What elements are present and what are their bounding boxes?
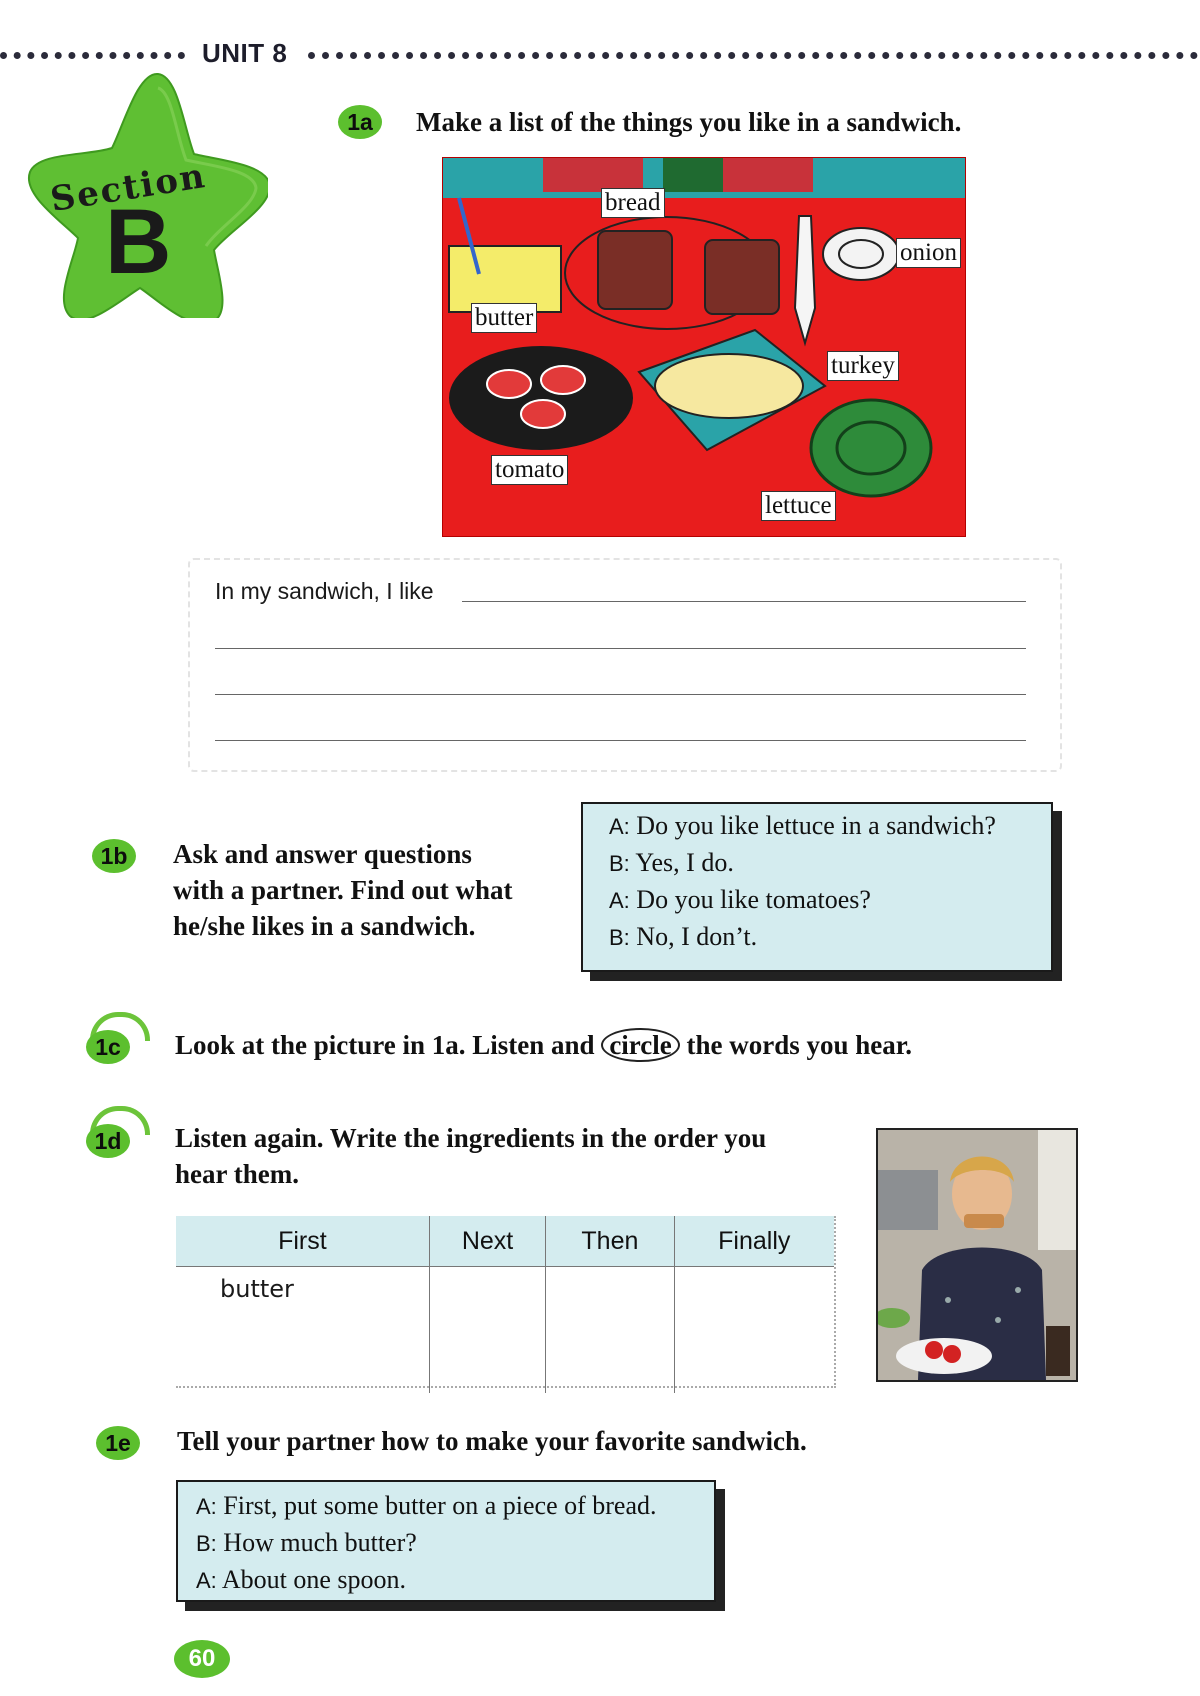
unit-title: UNIT 8: [202, 38, 288, 68]
dialog-box-1e: [176, 1480, 716, 1602]
dialog-box-1b: [581, 802, 1053, 972]
badge-1d: 1d: [86, 1124, 130, 1158]
speaker: A:: [609, 814, 630, 839]
sandwich-ingredients-picture: [442, 157, 966, 537]
badge-1c: 1c: [86, 1030, 130, 1064]
speaker: A:: [196, 1494, 217, 1519]
ingredients-order-table: [176, 1216, 836, 1388]
cell-finally[interactable]: [674, 1267, 834, 1394]
label-bread: bread: [601, 188, 665, 218]
instruction-1b-line-1: Ask and answer questions: [173, 839, 472, 869]
label-turkey: turkey: [827, 351, 899, 381]
header-dots-left: [0, 52, 185, 59]
dialog-1b-line: [609, 808, 1051, 845]
boy-eating-sandwich-photo: [876, 1128, 1078, 1382]
answer-line-1[interactable]: [462, 601, 1026, 602]
label-onion: onion: [896, 238, 961, 268]
dialog-1b-line: [609, 882, 1051, 919]
utterance: Yes, I do.: [635, 848, 734, 877]
col-header-then: Then: [546, 1216, 674, 1267]
col-header-first: First: [176, 1216, 429, 1267]
cell-next[interactable]: [429, 1267, 545, 1394]
instruction-1d-line-2: hear them.: [175, 1159, 299, 1189]
instruction-1b: [173, 836, 513, 944]
dialog-1e-line: [196, 1562, 714, 1599]
utterance: Do you like lettuce in a sandwich?: [636, 811, 996, 840]
answer-line-4[interactable]: [215, 740, 1026, 741]
answer-line-2[interactable]: [215, 648, 1026, 649]
dialog-1b-line: [609, 845, 1051, 882]
speaker: A:: [609, 888, 630, 913]
utterance: No, I don’t.: [636, 922, 758, 951]
speaker: A:: [196, 1568, 217, 1593]
dialog-1e-line: [196, 1525, 714, 1562]
photo-illustration: [878, 1130, 1076, 1380]
instruction-1c: [175, 1027, 912, 1063]
badge-1a: 1a: [338, 105, 382, 139]
utterance: How much butter?: [223, 1528, 417, 1557]
section-letter: B: [105, 191, 172, 293]
instruction-1a: Make a list of the things you like in a sandwich.: [416, 107, 962, 137]
instruction-1e: Tell your partner how to make your favorite sandwich.: [177, 1426, 807, 1456]
instruction-1d-line-1: Listen again. Write the ingredients in the order you: [175, 1123, 767, 1153]
speaker: B:: [609, 925, 630, 950]
label-butter: butter: [471, 303, 537, 333]
instruction-1b-line-3: he/she likes in a sandwich.: [173, 911, 476, 941]
page-number: 60: [174, 1640, 230, 1678]
utterance: About one spoon.: [221, 1565, 407, 1594]
utterance: Do you like tomatoes?: [636, 885, 871, 914]
circled-word: circle: [601, 1028, 679, 1062]
col-header-finally: Finally: [674, 1216, 834, 1267]
cell-then[interactable]: [546, 1267, 674, 1394]
utterance: First, put some butter on a piece of bread.: [223, 1491, 657, 1520]
dialog-1e-line: [196, 1488, 714, 1525]
label-tomato: tomato: [491, 455, 568, 485]
instruction-1c-after: the words you hear.: [686, 1030, 913, 1060]
badge-1b: 1b: [92, 839, 136, 873]
speaker: B:: [196, 1531, 217, 1556]
col-header-next: Next: [429, 1216, 545, 1267]
write-prompt: In my sandwich, I like: [215, 578, 434, 604]
cell-first[interactable]: butter: [176, 1267, 429, 1394]
instruction-1c-before: Look at the picture in 1a. Listen and: [175, 1030, 595, 1060]
section-word: Section: [47, 155, 210, 221]
dialog-1b-line: [609, 919, 1051, 956]
answer-line-3[interactable]: [215, 694, 1026, 695]
label-lettuce: lettuce: [761, 491, 836, 521]
instruction-1b-line-2: with a partner. Find out what: [173, 875, 513, 905]
header-dots-right: [308, 52, 1198, 59]
instruction-1d: [175, 1120, 766, 1192]
speaker: B:: [609, 851, 630, 876]
badge-1e: 1e: [96, 1426, 140, 1460]
